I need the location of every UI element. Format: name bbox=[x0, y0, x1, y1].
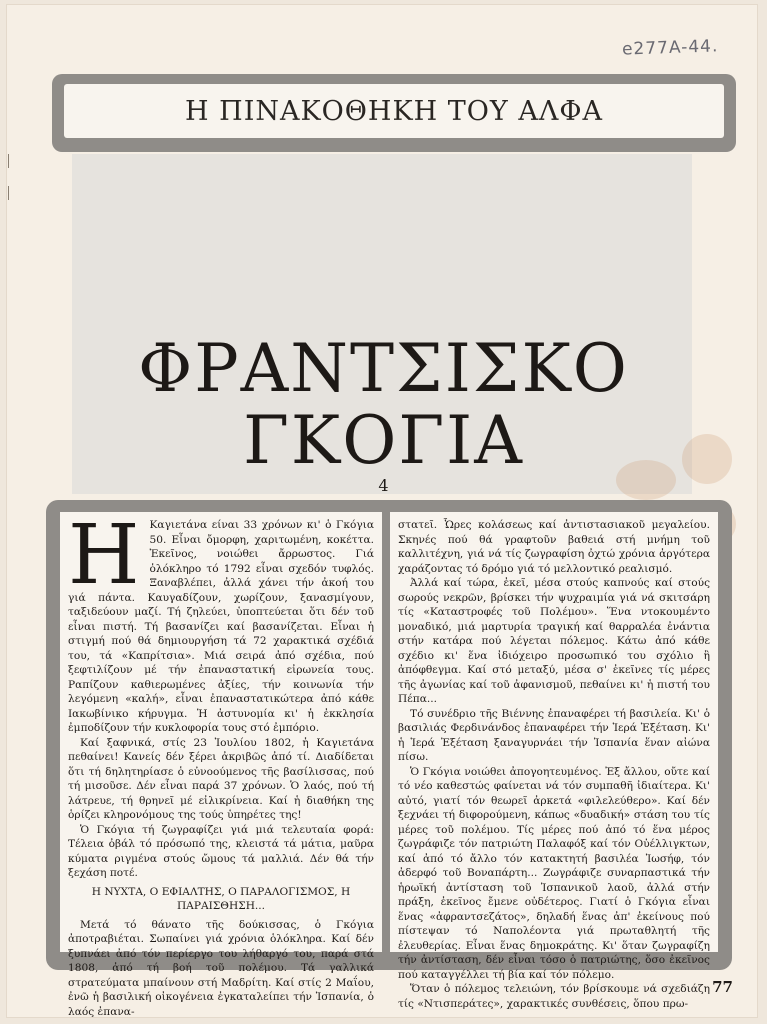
series-title: Η ΠΙΝΑΚΟΘΗΚΗ ΤΟΥ ΑΛΦΑ bbox=[185, 95, 603, 127]
paragraph: Ἀλλά καί τώρα, ἐκεῖ, μέσα στούς καπνούς καί στούς σωρούς νεκρῶν, βρίσκει τήν ψυχραιμία γιά νά σκιτσάρη τίς «Καταστροφές τοῦ Πολέμου». Ἕνα ντοκουμέντο μοναδικό, μιά μαρτυρία τραγική καί θαρραλέα ἐνάντια στήν κατάρα πού λέγεται πόλεμος. Κάτω ἀπό κάθε σχέδιο κι' ἕνα ἰδιόχειρο προσωπικό του σχόλιο ἢ ἀπόφθεγμα. Καί στό μεταξύ, μέσα σ' ἐκεῖνες τίς μέρες τῆς ἀγωνίας καί τοῦ ἀφανισμοῦ, πεθαίνει κι' ἡ πιστή του Πέπα... bbox=[398, 577, 710, 705]
article-title-line-1: ΦΡΑΝΤΣΙΣΚΟ bbox=[138, 330, 629, 407]
section-subheading: Η ΝΥΧΤΑ, Ο ΕΦΙΑΛΤΗΣ, Ο ΠΑΡΑΛΟΓΙΣΜΟΣ, Η ΠΑΡΑΙΣΘΗΣΗ... bbox=[91, 885, 351, 912]
series-title-frame bbox=[52, 74, 736, 152]
paragraph: Καί ξαφνικά, στίς 23 Ἰουλίου 1802, ἡ Καγιετάνα πεθαίνει! Κανείς δέν ξέρει ἀκριβῶς ἀπό τί. Διαδίδεται ὅτι τή δηλητηρίασε ὁ εὐνοούμενος τῆς βασίλισσας, πού τή μισοῦσε. Δέν εἶναι παρά 37 χρόνων. Ὁ λαός, πού τή λάτρευε, τή θρηνεῖ μέ εἰλικρίνεια. Καί ἡ διαθήκη της ὁρίζει κληρονόμους της τούς ὑπηρέτες της! bbox=[68, 736, 374, 821]
page-number: 77 bbox=[712, 978, 733, 996]
drop-cap: Η bbox=[68, 508, 140, 603]
paragraph: Ὁ Γκόγια νοιώθει ἀπογοητευμένος. Ἐξ ἄλλου, οὔτε καί τό νέο καθεστώς φαίνεται νά τόν συμπαθῆ ἰδιαίτερα. Κι' αὐτό, γιατί τόν θεωρεῖ ἀρκετά «φιλελεύθερο». Καί δέν ξεχνάει τή διφορούμενη, κάπως «δυαδική» στάση του τίς μέρες τοῦ πολέμου. Τίς μέρες πού ἀπό τό ἕνα μέρος ζωγράφιζε τόν πατριώτη Παλαφόξ καί τόν Οὐέλλιγκτων, καί ἀπό τό ἄλλο τόν κατακτητή βασιλέα Ἰωσήφ, τόν ἀδερφό τοῦ Βοναπάρτη... Ζωγράφιζε συναρπαστικά τήν ἡρωϊκή ἀντίσταση τοῦ Ἰσπανικοῦ λαοῦ, ἀλλά στήν πράξη, ἐκεῖνος ἔμενε οὐδέτερος. Γιατί ὁ Γκόγια εἶναι ἕνας «ἀφραντσεζάτος», δηλαδή ἕνας ἀπ' ἐκείνους πού πίστεψαν τό Ναπολέοντα γιά πρωταθλητή τῆς ἐλευθερίας. Εἶναι ἕνας δημοκράτης. Κι' ὅταν ζωγραφίζη τήν ἀντίσταση, δέν εἶναι τόσο ὁ πατριώτης, ὅσο ἐκεῖνος πού καταγγέλλει τή βία καί τόν πόλεμο. bbox=[398, 765, 710, 981]
paragraph: στατεῖ. Ὧρες κολάσεως καί ἀντιστασιακοῦ μεγαλείου. Σκηνές πού θά γραφτοῦν βαθειά στή μνήμη τοῦ καλλιτέχνη, γιά νά τίς ζωγραφίση ὀχτώ χρόνια ἀργότερα χαράζοντας τό δρόμο γιά τό μελλοντικό ρεαλισμό. bbox=[398, 519, 710, 575]
article-column-left bbox=[60, 508, 382, 1018]
part-number: 4 bbox=[378, 476, 389, 495]
series-title-box bbox=[64, 84, 724, 138]
binding-mark bbox=[8, 186, 15, 200]
article-column-right bbox=[390, 512, 718, 1010]
paragraph: Καγιετάνα είναι 33 χρόνων κι' ὁ Γκόγια 50. Εἶναι ὄμορφη, χαριτωμένη, κοκέττα. Ἐκεῖνος, νοιώθει ἄρρωστος. Γιά ὁλόκληρο τό 1792 εἶναι σχεδόν τυφλός. Ξαναβλέπει, ἀλλά χάνει τήν ἀκοή του γιά πάντα. Καυγαδίζουν, χωρίζουν, ξανασμίγουν, ταξιδεύουν μαζί. Τή ζηλεύει, ὑποπτεύεται ὅτι δέν τοῦ εἶναι πιστή. Τή βασανίζει καί βασανίζεται. Εἶναι ἡ στιγμή πού θά δημιουργήση τά 72 χαρακτικά σχέδιά του, τά «Καπρίτσια». Μιά σειρά ἀπό σχέδια, πού ξεφτιλίζουν μέ τήν ἐπαναστατική εἰρωνεία τους. Ραπίζουν καθιερωμένες ἀξίες, τήν κοινωνία τήν λεγόμενη «καλή», εἶναι ἐπαναστατικώτερα ἀπό κάθε Ιακωβίνικο κήρυγμα. Ἡ ἀστυνομία κι' ἡ ἐκκλησία ἐμποδίζουν τήν κυκλοφορία τους στό ἐμπόριο. bbox=[68, 519, 374, 734]
paragraph: Μετά τό θάνατο τῆς δούκισσας, ὁ Γκόγια ἀποτραβιέται. Σωπαίνει γιά χρόνια ὁλόκληρα. Καί δέν ξυπνάει ἀπό τόν περίεργο του λήθαργό του, παρά στά 1808, ἀπό τή βοή τοῦ πολέμου. Τά γαλλικά στρατεύματα μπαίνουν στή Μαδρίτη. Καί στίς 2 Μαΐου, ἐνῶ ἡ βασιλική οἰκογένεια ἐγκαταλείπει τήν Ἰσπανία, ὁ λαός ἐπανα- bbox=[68, 918, 374, 1018]
paragraph: Τό συνέδριο τῆς Βιέννης ἐπαναφέρει τή βασιλεία. Κι' ὁ βασιλιάς Φερδινάνδος ἐπαναφέρει τήν Ἱερά Ἐξέταση. Κι' ἡ Ἱερά Ἐξέταση ξαναγυρνάει τήν Ἰσπανία ἕναν αἰώνα πίσω. bbox=[398, 707, 710, 763]
article-title-line-2: ΓΚΟΓΙΑ bbox=[243, 402, 524, 479]
binding-mark bbox=[8, 154, 15, 168]
paragraph: Ὁ Γκόγια τή ζωγραφίζει γιά μιά τελευταία φορά: Τέλεια ὀβάλ τό πρόσωπό της, κλειστά τά μάτια, μαῦρα κύματα ριγμένα στούς ὤμους τά μαλλιά. Δέν θά τήν ξεχάση ποτέ. bbox=[68, 823, 374, 879]
paragraph: Ὅταν ὁ πόλεμος τελειώνη, τόν βρίσκουμε νά σχεδιάζη τίς «Ντισπεράτες», χαρακτικές συνθέσεις, ὅπου πρω- bbox=[398, 983, 710, 1010]
handwritten-catalog-note: e277A-44. bbox=[621, 36, 719, 60]
